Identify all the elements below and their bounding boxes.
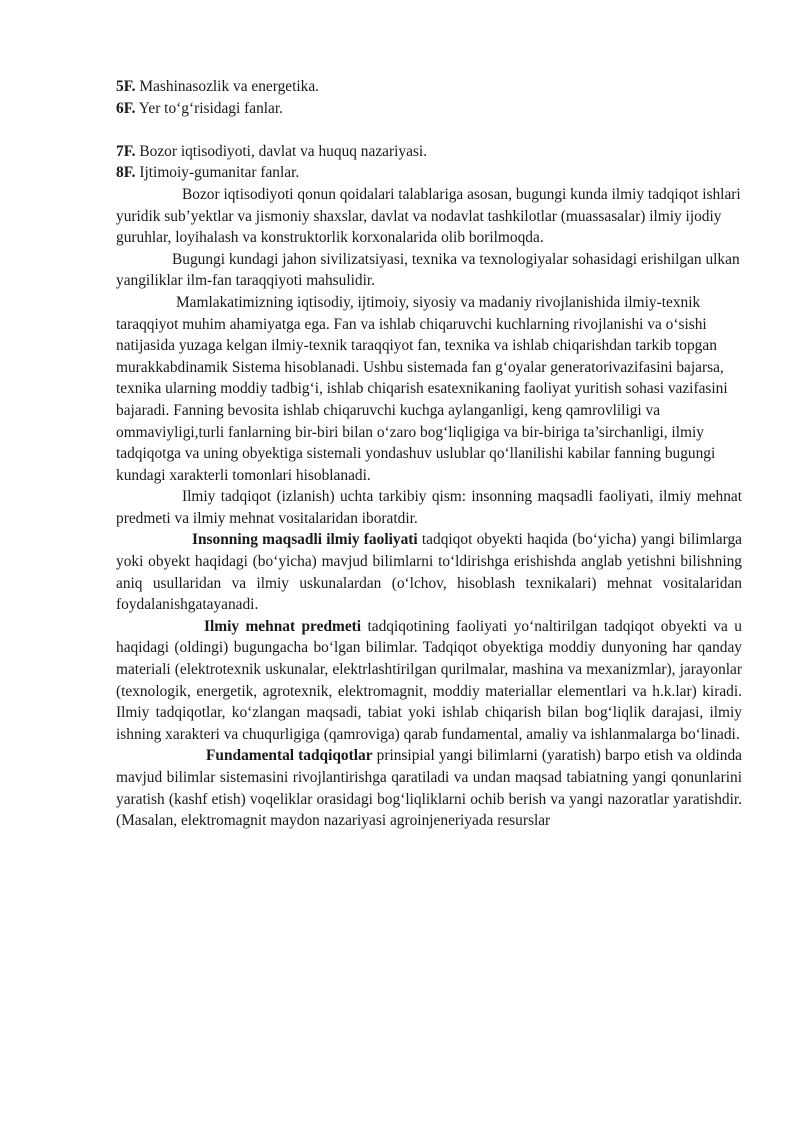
- item-text: Ijtimoiy-gumanitar fanlar.: [135, 164, 300, 182]
- term-labor-subject: Ilmiy mehnat predmeti: [204, 617, 362, 635]
- list-item-8f: [116, 162, 742, 184]
- item-text: Mashinasozlik va energetika.: [135, 78, 320, 95]
- definition-text: prinsipial yangi bilimlarni (yaratish) barpo etish va oldinda mavjud bilimlar sistemasini rivojlantirishga qaratiladi va undan maqsad tabiatning yangi qonunlarini yaratish (kashf etish) voqeliklar orasidagi bog‘liqliklarni ochib berish va yangi nazoratlar yaratishdir. (Masalan, elektromagnit maydon nazariyasi agroinjeneriyada resurslar: [116, 747, 742, 830]
- paragraph-research-components: Ilmiy tadqiqot (izlanish) uchta tarkibiy qism: insonning maqsadli faoliyati, ilmiy mehnat predmeti va ilmiy mehnat vositalaridan iboratdir.: [116, 488, 742, 527]
- document-page: [116, 76, 742, 832]
- item-text: Bozor iqtisodiyoti, davlat va huquq nazariyasi.: [135, 142, 428, 160]
- paragraph-purposeful-activity: [116, 529, 742, 615]
- item-code: 5F.: [116, 78, 136, 95]
- item-text: Yer to‘g‘risidagi fanlar.: [135, 99, 283, 117]
- term-fundamental-research: Fundamental tadqiqotlar: [206, 747, 373, 765]
- list-item-6f: [116, 98, 742, 120]
- item-code: 6F.: [116, 99, 136, 117]
- list-item-7f: [116, 141, 742, 163]
- paragraph-labor-subject: [116, 616, 742, 746]
- paragraph-market-economy: Bozor iqtisodiyoti qonun qoidalari talablariga asosan, bugungi kunda ilmiy tadqiqot ishlari yuridik sub’yektlar va jismoniy shaxslar, davlat va nodavlat tashkilotlar (muassasalar) ilmiy ijodiy guruhlar, loyihalash va konstruktorlik korxonalarida olib borilmoqda.: [116, 185, 741, 247]
- definition-text: tadqiqot obyekti haqida (bo‘yicha) yangi bilimlarga yoki obyekt haqidagi (bo‘yicha) mavjud bilimlarni to‘ldirishga erishishda anglab yetishni bilishning aniq usullaridan va ilmiy uskunalardan (o‘lchov, hisoblash texnikalari) mehnat vositalaridan foydalanishgatayanadi.: [116, 531, 742, 614]
- definition-text: tadqiqotining faoliyati yo‘naltirilgan tadqiqot obyekti va u haqidagi (oldingi) bugungacha bo‘lgan bilimlar. Tadqiqot obyektiga moddiy dunyoning har qanday materiali (elektrotexnik uskunalar, elektrlashtirilgan qurilmalar, mashina va mexanizmlar), jarayonlar (texnologik, energetik, agrotexnik, elektromagnit, moddiy materiallar elementlari va h.k.lar) kiradi. Ilmiy tadqiqotlar, ko‘zlangan maqsadi, tabiat yoki ishlab chiqarish bilan bog‘liqlik darajasi, ilmiy ishning xarakteri va chuqurligiga (qamroviga) qarab fundamental, amaliy va ishlanmalarga bo‘linadi.: [116, 617, 742, 743]
- item-code: 7F.: [116, 142, 136, 160]
- list-item-5f: [116, 76, 742, 98]
- paragraph-world-civilization: Bugungi kundagi jahon sivilizatsiyasi, texnika va texnologiyalar sohasidagi erishilgan ulkan yangiliklar ilm-fan taraqqiyoti mahsulidir.: [116, 250, 740, 290]
- item-code: 8F.: [116, 164, 136, 182]
- paragraph-scientific-progress: Mamlakatimizning iqtisodiy, ijtimoiy, siyosiy va madaniy rivojlanishida ilmiy-texnik taraqqiyot muhim ahamiyatga ega. Fan va ishlab chiqaruvchi kuchlarning rivojlanishi va o‘sishi natijasida yuzaga kelgan ilmiy-texnik taraqqiyot fan, texnika va ishlab chiqarishdan tarkib topgan murakkabdinamik Sistema hisoblanadi. Ushbu sistemada fan g‘oyalar generatorivazifasini bajarsa, texnika ularning moddiy tadbig‘i, ishlab chiqarish esatexnikaning faoliyat yuritish sohasi vazifasini bajaradi. Fanning bevosita ishlab chiqaruvchi kuchga aylanganligi, keng qamrovliligi va ommaviyligi,turli fanlarning bir-biri bilan o‘zaro bog‘liqligiga va bir-biriga ta’sirchanligi, ilmiy tadqiqotga va uning obyektiga sistemali yondashuv uslublar qo‘llanilishi kabilar fanning bugungi kundagi xarakterli tomonlari hisoblanadi.: [116, 293, 728, 484]
- paragraph-fundamental-research: [116, 745, 742, 831]
- term-purposeful-activity: Insonning maqsadli ilmiy faoliyati: [192, 531, 418, 549]
- spacer: [116, 119, 742, 141]
